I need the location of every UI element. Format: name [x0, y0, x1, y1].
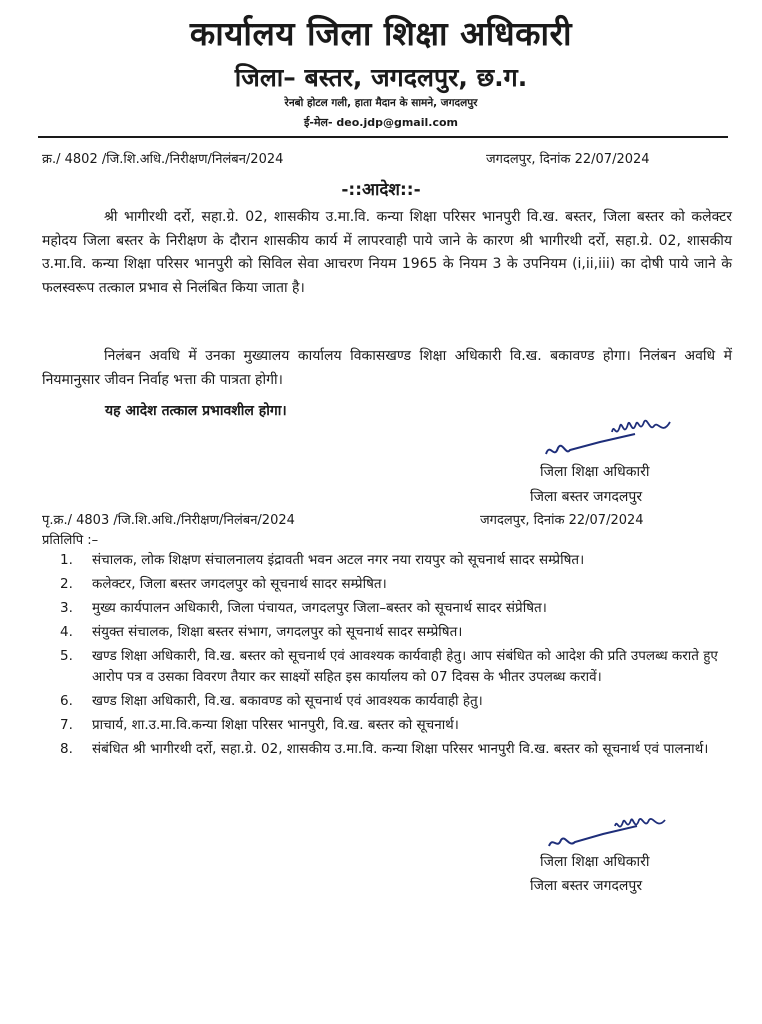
- list-item: 6. खण्ड शिक्षा अधिकारी, वि.ख. बकावण्ड को सूचनार्थ एवं आवश्यक कार्यवाही हेतु।: [60, 693, 483, 709]
- copy-label: प्रतिलिपि :–: [42, 533, 99, 548]
- order-heading: -::आदेश::-: [341, 180, 421, 200]
- copy-signatory-title: जिला शिक्षा अधिकारी: [540, 854, 650, 870]
- signatory-title: जिला शिक्षा अधिकारी: [540, 464, 650, 480]
- order-paragraph-2: निलंबन अवधि में उनका मुख्यालय कार्यालय विकासखण्ड शिक्षा अधिकारी वि.ख. बकावण्ड होगा। निलंबन अवधि में नियमानुसार जीवन निर्वाह भत्ता की पात्रता होगी।: [42, 348, 732, 388]
- office-email: ई-मेल- deo.jdp@gmail.com: [303, 116, 458, 129]
- office-title: कार्यालय जिला शिक्षा अधिकारी: [189, 14, 573, 53]
- office-district: जिला– बस्तर, जगदलपुर, छ.ग.: [234, 63, 528, 92]
- list-item: 8. संबंधित श्री भागीरथी दर्रो, सहा.ग्रे. 02, शासकीय उ.मा.वि. कन्या शिक्षा परिसर भानपुरी वि.ख. बस्तर को सूचनार्थ एवं पालनार्थ।: [60, 741, 709, 757]
- copy-signatory-place: जिला बस्तर जगदलपुर: [530, 878, 643, 894]
- list-item: 2. कलेक्टर, जिला बस्तर जगदलपुर को सूचनार्थ सादर सम्प्रेषित।: [60, 576, 387, 592]
- signatory-place: जिला बस्तर जगदलपुर: [530, 489, 643, 505]
- list-item: 1. संचालक, लोक शिक्षण संचालनालय इंद्रावती भवन अटल नगर नया रायपुर को सूचनार्थ सादर सम्प्रेषित।: [60, 552, 585, 568]
- copy-date: जगदलपुर, दिनांक 22/07/2024: [480, 513, 644, 528]
- order-date: जगदलपुर, दिनांक 22/07/2024: [486, 152, 650, 167]
- order-paragraph-1: श्री भागीरथी दर्रो, सहा.ग्रे. 02, शासकीय उ.मा.वि. कन्या शिक्षा परिसर भानपुरी वि.ख. बस्तर, जिला बस्तर को कलेक्टर महोदय जिला बस्तर के निरीक्षण के दौरान शासकीय कार्य में लापरवाही पाये जाने के कारण श्री भागीरथी दर्रो, सहा.ग्रे. 02, शासकीय उ.मा.वि. कन्या शिक्षा परिसर भानपुरी को सिविल सेवा आचरण नियम 1965 के नियम 3 के उपनियम (i,ii,iii) का दोषी पाये जाने के फलस्वरूप तत्काल प्रभाव से निलंबित किया जाता है।: [42, 209, 732, 296]
- copy-reference: पृ.क्र./ 4803 /जि.शि.अधि./निरीक्षण/निलंबन/2024: [42, 513, 295, 528]
- order-paragraph-3: यह आदेश तत्काल प्रभावशील होगा।: [105, 403, 287, 419]
- list-item: 3. मुख्य कार्यपालन अधिकारी, जिला पंचायत, जगदलपुर जिला–बस्तर को सूचनार्थ सादर संप्रेषित।: [60, 600, 547, 616]
- copy-recipient-list: [60, 550, 730, 763]
- signature-1: [540, 412, 700, 462]
- signature-2: [545, 812, 695, 852]
- list-item: 4. संयुक्त संचालक, शिक्षा बस्तर संभाग, जगदलपुर को सूचनार्थ सादर सम्प्रेषित।: [60, 624, 463, 640]
- list-item: 5. खण्ड शिक्षा अधिकारी, वि.ख. बस्तर को सूचनार्थ एवं आवश्यक कार्यवाही हेतु। आप संबंधित को आदेश की प्रति उपलब्ध कराते हुए आरोप पत्र व उसका विवरण तैयार कर साक्ष्यों सहित इस कार्यालय को 07 दिवस के भीतर उपलब्ध करावें।: [60, 648, 718, 685]
- office-address: रेनबो होटल गली, हाता मैदान के सामने, जगदलपुर: [284, 97, 478, 109]
- header-divider: [38, 136, 728, 138]
- order-reference: क्र./ 4802 /जि.शि.अधि./निरीक्षण/निलंबन/2024: [42, 152, 284, 167]
- list-item: 7. प्राचार्य, शा.उ.मा.वि.कन्या शिक्षा परिसर भानपुरी, वि.ख. बस्तर को सूचनार्थ।: [60, 717, 459, 733]
